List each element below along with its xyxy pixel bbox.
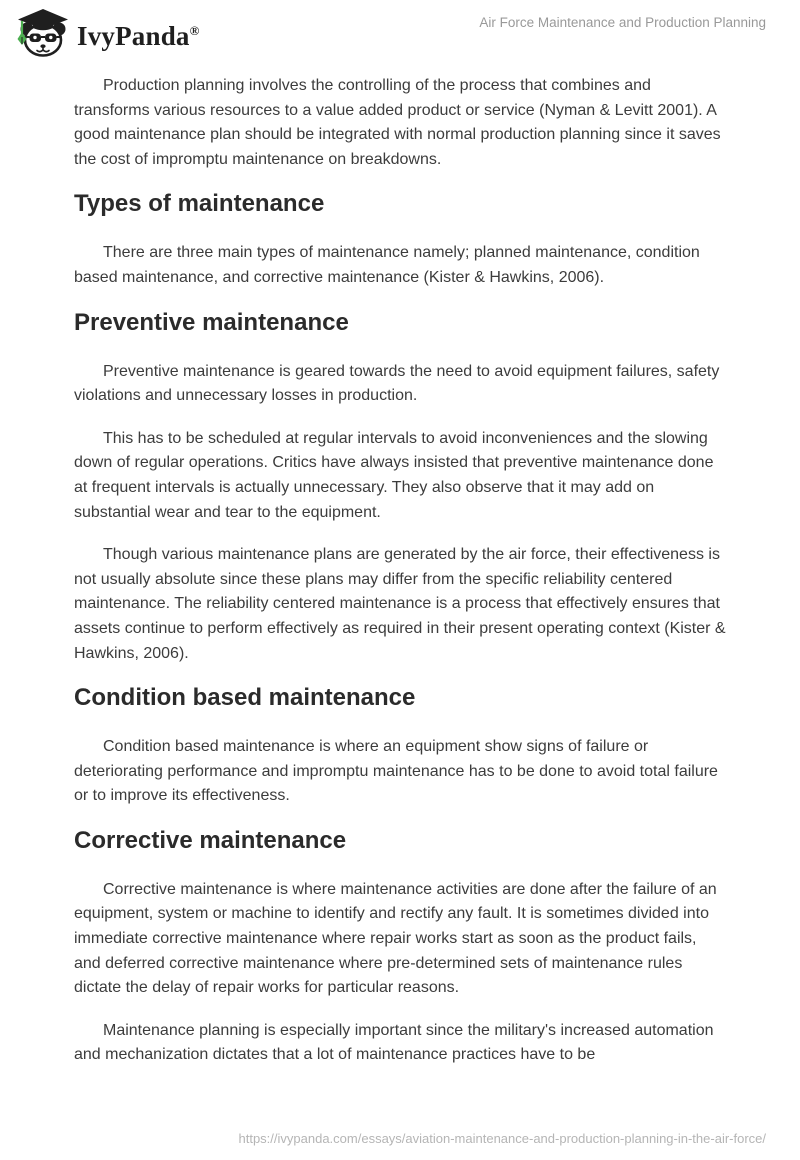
- section-heading-corrective-maintenance: Corrective maintenance: [74, 826, 347, 854]
- paragraph: This has to be scheduled at regular intervals to avoid inconveniences and the slowing down of regular operations. Critics have always insisted that preventive maintenance done at frequent intervals is actually unnecessary. They also observe that it may add on substantial wear and tear to the equipment.: [74, 429, 714, 521]
- panda-graduate-icon: [14, 8, 68, 65]
- paragraph: Corrective maintenance is where maintenance activities are done after the failure of an equipment, system or machine to identify and rectify any fault. It is sometimes divided into immediate corrective maintenance where repair works start as soon as the product fails, and deferred corrective maintenance where pre-determined sets of maintenance rules dictate the delay of repair works for particular reasons.: [74, 880, 717, 997]
- essay-content: [74, 74, 726, 1086]
- section-heading-types-of-maintenance: Types of maintenance: [74, 190, 325, 218]
- paragraph: There are three main types of maintenance namely; planned maintenance, condition based maintenance, and corrective maintenance (Kister & Hawkins, 2006).: [74, 244, 700, 286]
- document-title: Air Force Maintenance and Production Planning: [479, 15, 766, 30]
- page-header: [14, 8, 766, 65]
- logo-wordmark: IvyPanda®: [77, 21, 200, 51]
- paragraph: Maintenance planning is especially important since the military's increased automation and mechanization dictates that a lot of maintenance practices have to be: [74, 1021, 714, 1064]
- paragraph: Preventive maintenance is geared towards the need to avoid equipment failures, safety violations and unnecessary losses in production.: [74, 362, 720, 405]
- source-url-link[interactable]: https://ivypanda.com/essays/aviation-maintenance-and-production-planning-in-the-air-force/: [238, 1131, 766, 1146]
- paragraph: Condition based maintenance is where an equipment show signs of failure or deteriorating performance and impromptu maintenance has to be done to avoid total failure or to improve its effectiveness.: [74, 738, 718, 805]
- paragraph: Though various maintenance plans are generated by the air force, their effectiveness is not usually absolute since these plans may differ from the specific reliability centered maintenance. The reliability centered maintenance is a process that effectively ensures that assets continue to perform effectively as required in their present operating context (Kister & Hawkins, 2006).: [74, 546, 726, 662]
- paragraph: Production planning involves the controlling of the process that combines and transforms various resources to a value added product or service (Nyman & Levitt 2001). A good maintenance plan should be integrated with normal production planning since it saves the cost of impromptu maintenance on breakdowns.: [74, 77, 721, 168]
- section-heading-condition-based-maintenance: Condition based maintenance: [74, 684, 416, 712]
- section-heading-preventive-maintenance: Preventive maintenance: [74, 308, 349, 336]
- registered-trademark-symbol: ®: [189, 23, 200, 38]
- ivypanda-logo[interactable]: [14, 8, 200, 65]
